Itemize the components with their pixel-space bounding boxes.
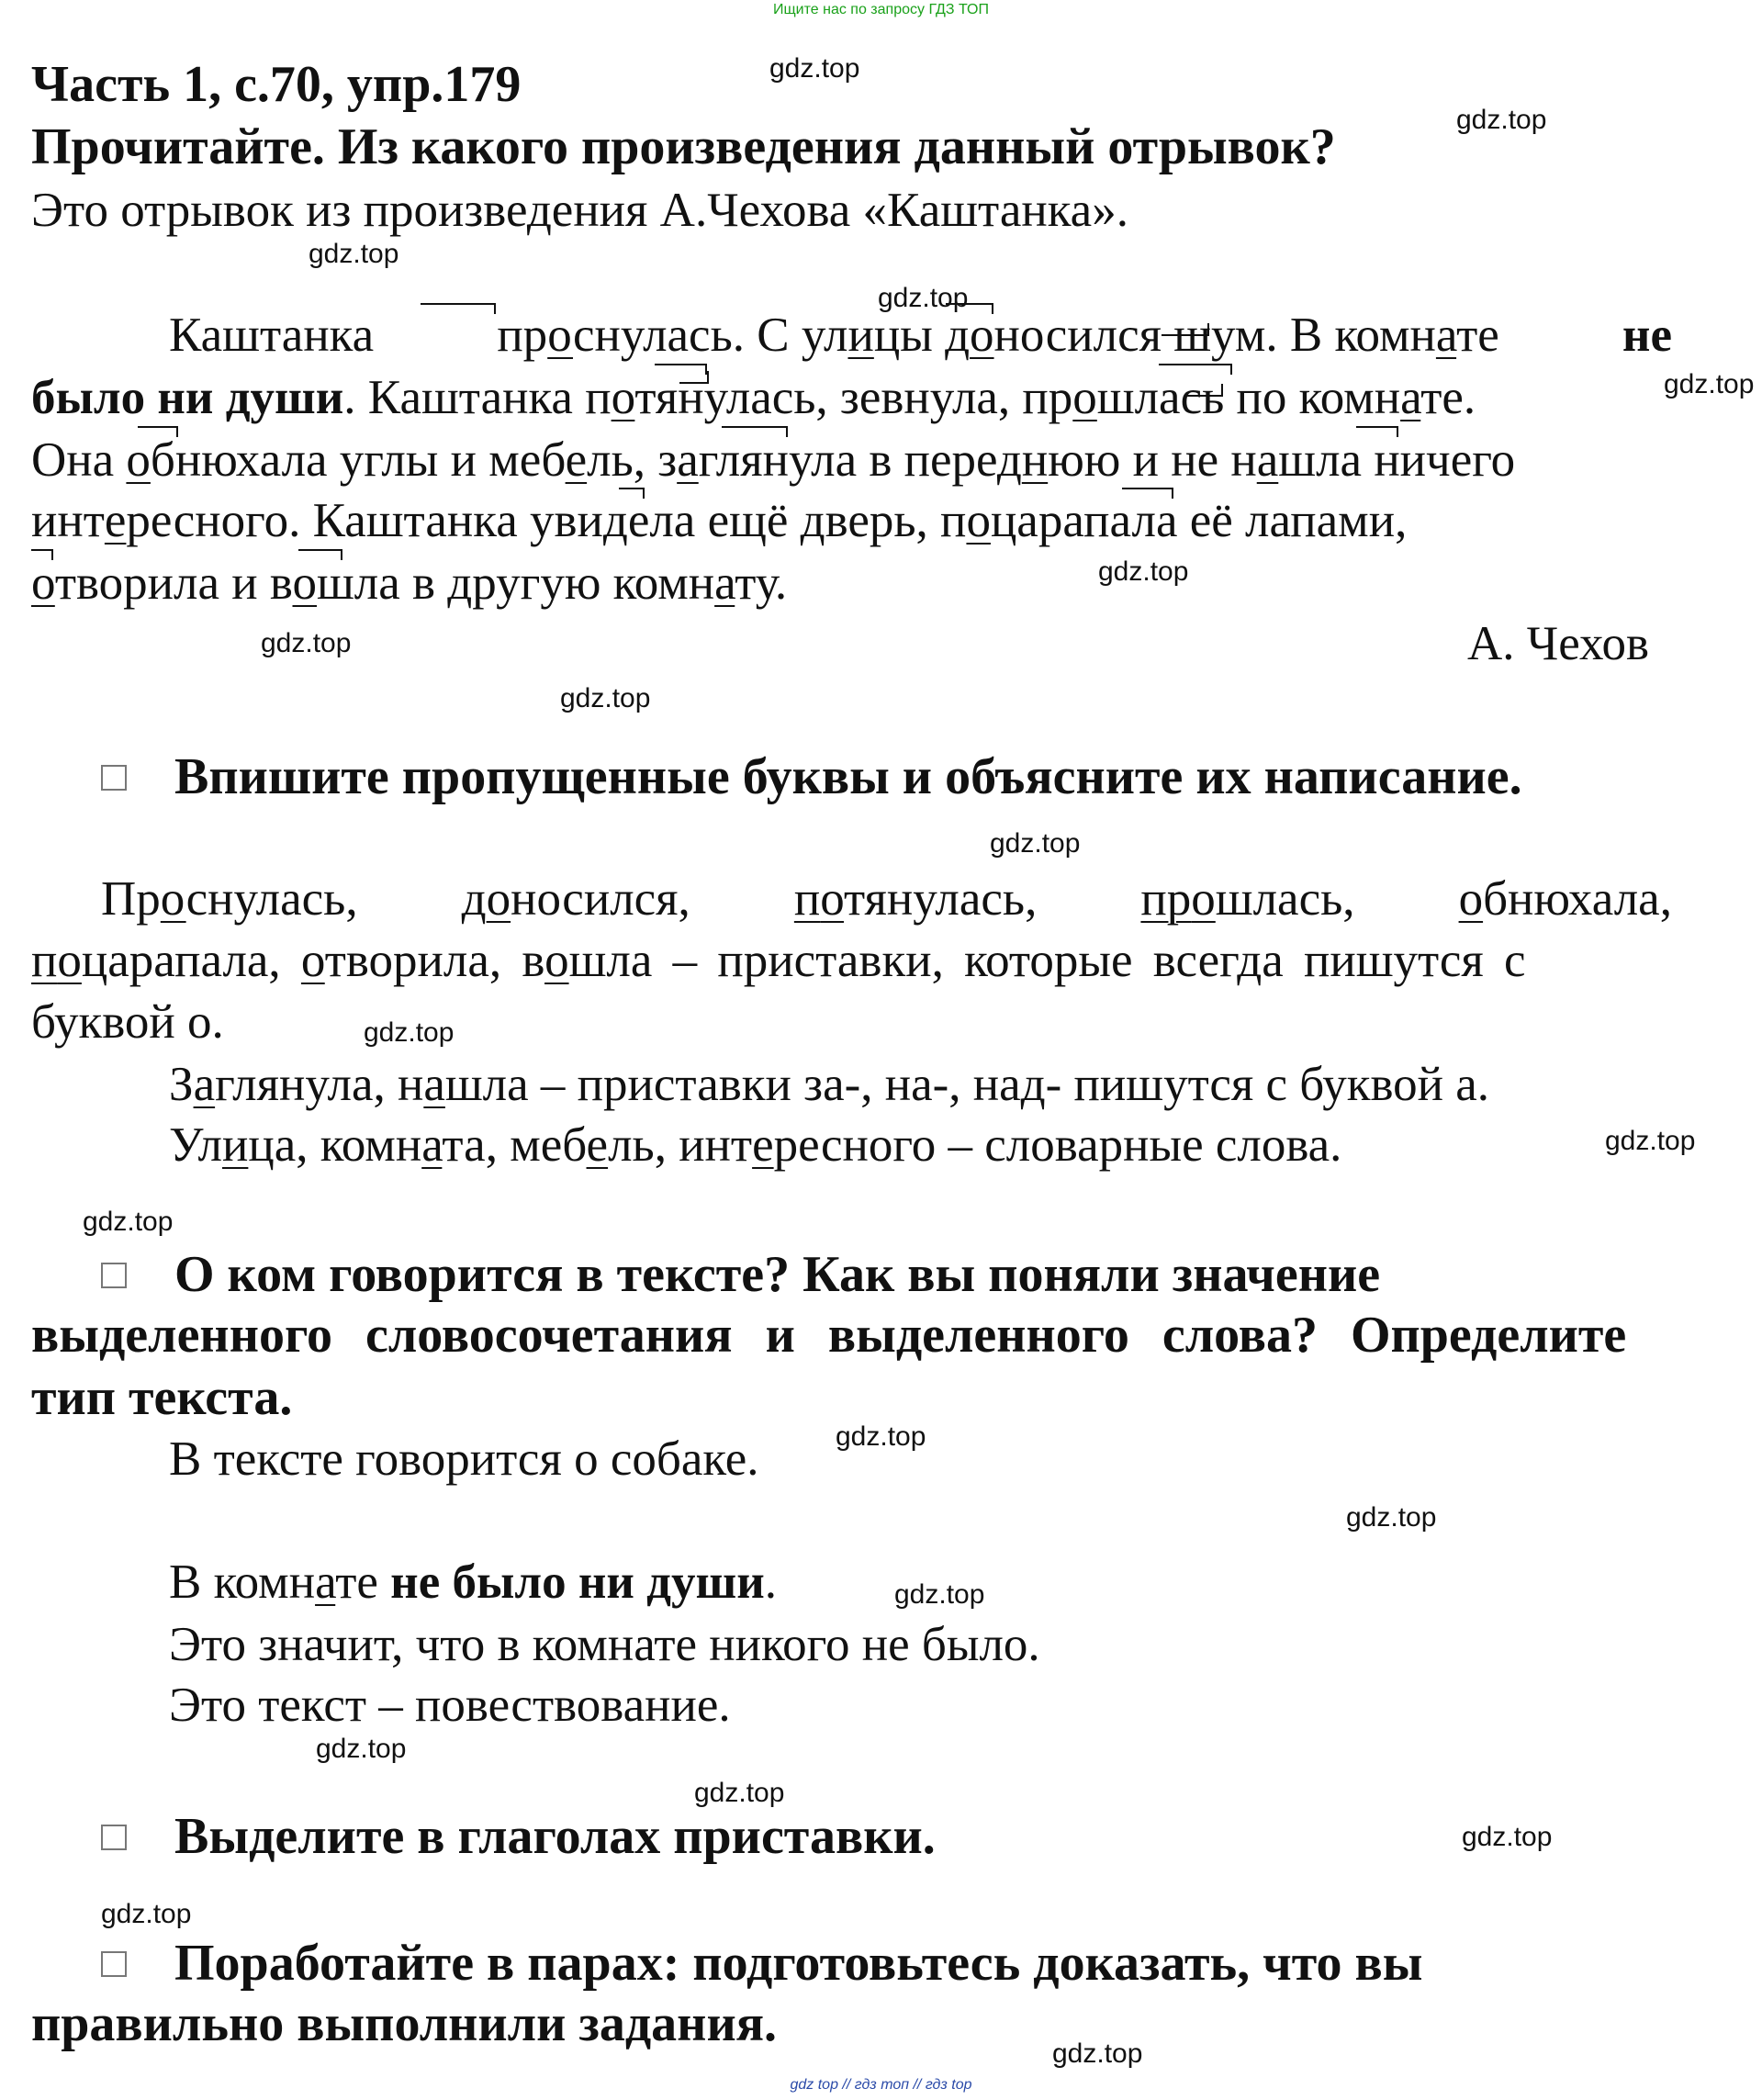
watermark: gdz.top	[878, 283, 969, 313]
watermark: gdz.top	[83, 1207, 174, 1237]
watermark: gdz.top	[1052, 2038, 1143, 2069]
answer-3-line-3: Это значит, что в комнате никого не было.	[169, 1618, 1040, 1671]
task-3-line-3: тип текста.	[31, 1369, 293, 1426]
passage-line-3: Она обнюхала углы и мебель, заглянула в переднюю и не нашла ничего	[31, 433, 1516, 487]
task-3-line-2: выделенного словосочетания и выделенного слова? Определите	[31, 1307, 1627, 1364]
suffix-mark	[1184, 384, 1223, 397]
answer-word: Проснулась,	[101, 872, 358, 926]
passage-line-4: интересного. Каштанка увидела ещё дверь, поцарапала её лапами,	[31, 494, 1408, 547]
answer-word: потянулась,	[793, 872, 1038, 926]
watermark: gdz.top	[364, 1017, 455, 1048]
top-banner: Ищите нас по запросу ГДЗ ТОП	[773, 2, 989, 17]
watermark: gdz.top	[769, 53, 860, 84]
checkbox-icon	[101, 1951, 127, 1977]
answer-3-line-2: В комнате не было ни души.	[169, 1555, 777, 1609]
task-5-line-1: Поработайте в парах: подготовьтесь доказать, что вы	[101, 1934, 1422, 1993]
suffix-mark	[1162, 323, 1209, 336]
passage-line-1	[31, 305, 1672, 366]
passage-line-5: отворила и вошла в другую комнату.	[31, 556, 788, 610]
task-3-line-1: О ком говорится в тексте? Как вы поняли значение	[101, 1245, 1380, 1304]
answer-word: доносился,	[461, 872, 690, 926]
passage-line-2: было ни души. Каштанка потянулась, зевнула, прошлась по комнате.	[31, 371, 1476, 424]
watermark: gdz.top	[101, 1899, 192, 1929]
prefix-mark	[619, 488, 645, 499]
passage-word: Каштанка	[169, 309, 375, 362]
question-1: Прочитайте. Из какого произведения данный отрывок?	[31, 118, 1336, 175]
answer-word: обнюхала,	[1458, 872, 1672, 926]
checkbox-icon	[101, 765, 127, 791]
watermark: gdz.top	[316, 1734, 407, 1764]
watermark: gdz.top	[560, 683, 651, 713]
prefix-mark	[1159, 364, 1232, 375]
bold-phrase: не	[1622, 309, 1672, 362]
answer-2-row-4: Заглянула, нашла – приставки за-, на-, над- пишутся с буквой а.	[169, 1058, 1490, 1111]
answer-word: прошлась,	[1140, 872, 1355, 926]
bold-phrase: не было ни души	[390, 1555, 765, 1609]
prefix-mark	[1122, 488, 1173, 499]
watermark: gdz.top	[894, 1579, 985, 1610]
prefix-mark	[31, 549, 53, 560]
task-5-line-2: правильно выполнили задания.	[31, 1995, 777, 2052]
watermark: gdz.top	[836, 1421, 926, 1452]
checkbox-icon	[101, 1825, 127, 1850]
watermark: gdz.top	[990, 828, 1081, 859]
watermark: gdz.top	[1605, 1126, 1696, 1156]
answer-2-row-1	[101, 869, 1672, 930]
prefix-mark	[722, 426, 788, 437]
prefix-mark	[298, 549, 342, 560]
answer-3-line-1: В тексте говорится о собаке.	[169, 1432, 759, 1486]
answer-2-row-3: буквой о.	[31, 995, 224, 1049]
task-4: Выделите в глаголах приставки.	[101, 1807, 936, 1866]
passage-word: проснулась. С улицы доносился шум. В комнате	[497, 309, 1499, 362]
suffix-mark	[679, 371, 709, 384]
checkbox-icon	[101, 1263, 127, 1288]
answer-3-line-4: Это текст – повествование.	[169, 1679, 731, 1732]
watermark: gdz.top	[1456, 105, 1547, 135]
answer-2-row-2: поцарапала, отворила, вошла – приставки, которые всегда пишутся с	[31, 934, 1526, 987]
page-title: Часть 1, с.70, упр.179	[31, 56, 522, 113]
prefix-mark	[421, 303, 496, 314]
answer-2-row-5: Улица, комната, мебель, интересного – словарные слова.	[169, 1118, 1342, 1172]
watermark: gdz.top	[1664, 369, 1755, 399]
watermark: gdz.top	[1098, 556, 1189, 587]
bottom-banner: gdz top // гдз топ // гдз top	[790, 2077, 972, 2093]
watermark: gdz.top	[261, 628, 352, 658]
answer-1: Это отрывок из произведения А.Чехова «Каштанка».	[31, 184, 1128, 237]
watermark: gdz.top	[694, 1778, 785, 1808]
prefix-mark	[1356, 426, 1398, 437]
watermark: gdz.top	[309, 239, 399, 269]
task-2: Впишите пропущенные буквы и объясните их написание.	[101, 747, 1522, 806]
passage-author: А. Чехов	[1467, 617, 1650, 670]
watermark: gdz.top	[1462, 1822, 1553, 1852]
watermark: gdz.top	[1346, 1502, 1437, 1533]
bold-phrase: было ни души	[31, 371, 344, 424]
prefix-mark	[138, 426, 178, 437]
